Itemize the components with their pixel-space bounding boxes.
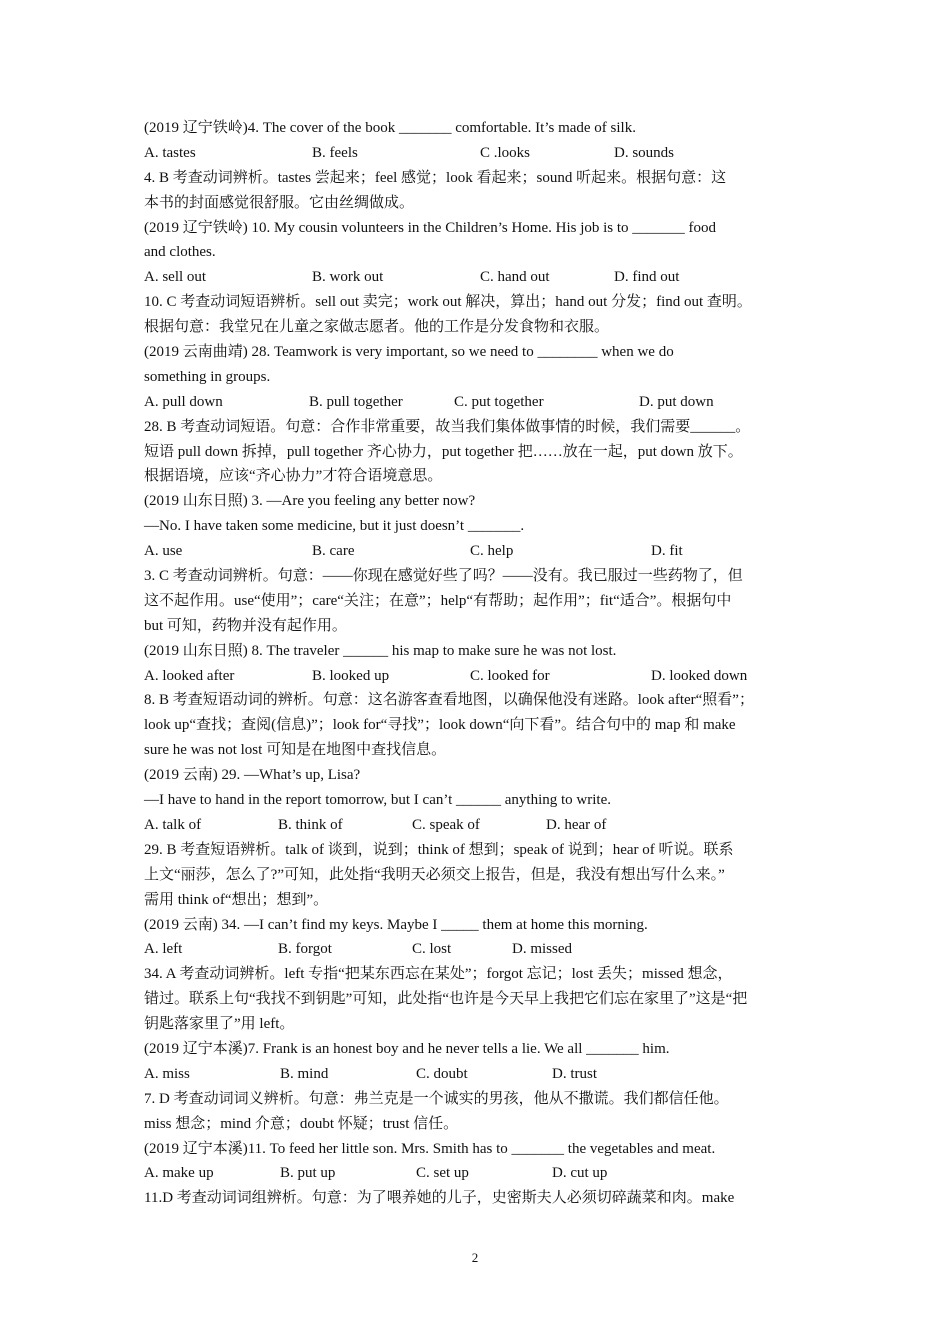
answer-option: D. cut up <box>552 1165 608 1182</box>
answer-options <box>144 141 808 166</box>
explanation-text: 10. C 考查动词短语辨析。sell out 卖完；work out 解决，算出；hand out 分发；find out 查明。 <box>144 294 752 311</box>
question-block <box>144 913 808 1037</box>
answer-option: C. looked for <box>470 667 550 684</box>
answer-option: B. looked up <box>312 667 390 684</box>
answer-options <box>144 1161 808 1186</box>
question-text: —No. I have taken some medicine, but it just doesn’t _______. <box>144 518 525 535</box>
answer-option: A. left <box>144 941 183 958</box>
answer-option: C. help <box>470 543 514 560</box>
page-number: 2 <box>471 1250 479 1265</box>
question-text: (2019 云南) 29. —What’s up, Lisa? <box>144 767 361 784</box>
explanation-text: look up“查找；查阅(信息)”；look for“寻找”；look down“向下看”。结合句中的 map 和 make <box>144 717 736 734</box>
answer-option: B. forgot <box>278 941 332 958</box>
question-text: (2019 山东日照) 8. The traveler ______ his map to make sure he was not lost. <box>144 642 617 659</box>
explanation-text: 4. B 考查动词辨析。tastes 尝起来；feel 感觉；look 看起来；sound 听起来。根据句意：这 <box>144 169 727 186</box>
explanation-text: 29. B 考查短语辨析。talk of 谈到，说到；think of 想到；speak of 说到；hear of 听说。联系 <box>144 841 734 858</box>
explanation-text: sure he was not lost 可知是在地图中查找信息。 <box>144 742 447 759</box>
answer-option: A. talk of <box>144 816 202 833</box>
explanation-text: 11.D 考查动词词组辨析。句意：为了喂养她的儿子，史密斯夫人必须切碎蔬菜和肉。make <box>144 1190 735 1207</box>
question-text: and clothes. <box>144 244 216 261</box>
answer-option: D. hear of <box>546 816 607 833</box>
answer-option: A. looked after <box>144 667 235 684</box>
question-block <box>144 216 808 340</box>
question-text: (2019 云南) 34. —I can’t find my keys. Maybe I _____ them at home this morning. <box>144 916 648 933</box>
answer-option: B. work out <box>312 269 384 286</box>
explanation-text: miss 想念；mind 介意；doubt 怀疑；trust 信任。 <box>144 1115 459 1132</box>
answer-option: A. sell out <box>144 269 207 286</box>
explanation-text: 错过。联系上句“我找不到钥匙”可知，此处指“也许是今天早上我把它们忘在家里了”这是“把 <box>144 991 748 1008</box>
answer-option: D. missed <box>512 941 572 958</box>
answer-option: C. hand out <box>480 269 550 286</box>
answer-option: A. tastes <box>144 144 196 161</box>
answer-option: B. pull together <box>309 393 403 410</box>
answer-options <box>144 813 808 838</box>
answer-option: B. put up <box>280 1165 336 1182</box>
answer-option: D. trust <box>552 1065 597 1082</box>
explanation-text: 需用 think of“想出；想到”。 <box>144 891 329 908</box>
answer-option: D. put down <box>639 393 714 410</box>
answer-option: C. speak of <box>412 816 480 833</box>
explanation-text: 本书的封面感觉很舒服。它由丝绸做成。 <box>144 194 415 211</box>
answer-options <box>144 1062 808 1087</box>
question-text: (2019 辽宁本溪)7. Frank is an honest boy and he never tells a lie. We all _______ him. <box>144 1040 670 1057</box>
explanation-text: 3. C 考查动词辨析。句意：——你现在感觉好些了吗？——没有。我已服过一些药物了，但 <box>144 568 743 585</box>
document-body <box>144 116 808 1211</box>
answer-options <box>144 539 808 564</box>
question-block <box>144 116 808 216</box>
explanation-text: 8. B 考查短语动词的辨析。句意：这名游客查看地图，以确保他没有迷路。look after“照看”； <box>144 692 754 709</box>
question-block <box>144 489 808 638</box>
explanation-text: 34. A 考查动词辨析。left 专指“把某东西忘在某处”；forgot 忘记；lost 丢失；missed 想念， <box>144 966 733 983</box>
question-block <box>144 1137 808 1212</box>
question-text: —I have to hand in the report tomorrow, but I can’t ______ anything to write. <box>144 792 611 809</box>
explanation-text: 短语 pull down 拆掉，pull together 齐心协力，put together 把……放在一起，put down 放下。 <box>144 443 743 460</box>
answer-options <box>144 937 808 962</box>
question-text: (2019 云南曲靖) 28. Teamwork is very important, so we need to ________ when we do <box>144 344 674 361</box>
answer-option: B. care <box>312 543 355 560</box>
answer-option: C. lost <box>412 941 452 958</box>
answer-option: C. put together <box>454 393 544 410</box>
answer-option: B. feels <box>312 144 358 161</box>
question-text: (2019 辽宁铁岭) 10. My cousin volunteers in the Children’s Home. His job is to _______ food <box>144 219 717 236</box>
explanation-text: 7. D 考查动词词义辨析。句意：弗兰克是一个诚实的男孩，他从不撒谎。我们都信任他。 <box>144 1090 729 1107</box>
answer-option: A. use <box>144 543 183 560</box>
answer-options <box>144 390 808 415</box>
answer-option: B. think of <box>278 816 343 833</box>
answer-option: C .looks <box>480 144 531 161</box>
question-text: (2019 辽宁铁岭)4. The cover of the book _______ comfortable. It’s made of silk. <box>144 120 636 136</box>
explanation-text: 根据句意：我堂兄在儿童之家做志愿者。他的工作是分发食物和衣服。 <box>144 319 610 336</box>
answer-options <box>144 664 808 689</box>
answer-option: B. mind <box>280 1065 329 1082</box>
explanation-text: 钥匙落家里了”用 left。 <box>144 1016 295 1033</box>
question-block <box>144 1037 808 1137</box>
answer-option: C. doubt <box>416 1065 468 1082</box>
answer-option: D. find out <box>614 269 680 286</box>
explanation-text: 这不起作用。use“使用”；care“关注；在意”；help“有帮助；起作用”；fit“适合”。根据句中 <box>144 592 732 609</box>
question-text: (2019 山东日照) 3. —Are you feeling any better now? <box>144 493 476 510</box>
question-block <box>144 639 808 763</box>
question-block <box>144 763 808 912</box>
answer-option: A. pull down <box>144 393 223 410</box>
question-text: (2019 辽宁本溪)11. To feed her little son. Mrs. Smith has to _______ the vegetables and meat. <box>144 1140 716 1157</box>
question-text: something in groups. <box>144 368 271 385</box>
question-block <box>144 340 808 489</box>
answer-option: C. set up <box>416 1165 469 1182</box>
answer-option: A. make up <box>144 1165 214 1182</box>
answer-options <box>144 265 808 290</box>
explanation-text: but 可知，药物并没有起作用。 <box>144 617 347 634</box>
explanation-text: 上文“丽莎，怎么了?”可知，此处指“我明天必须交上报告，但是，我没有想出写什么来。” <box>144 866 725 883</box>
explanation-text: 根据语境，应该“齐心协力”才符合语境意思。 <box>144 468 443 485</box>
answer-option: D. looked down <box>651 667 748 684</box>
explanation-text: 28. B 考查动词短语。句意：合作非常重要，故当我们集体做事情的时候，我们需要______。 <box>144 418 751 435</box>
answer-option: D. fit <box>651 543 683 560</box>
answer-option: D. sounds <box>614 144 675 161</box>
answer-option: A. miss <box>144 1065 190 1082</box>
